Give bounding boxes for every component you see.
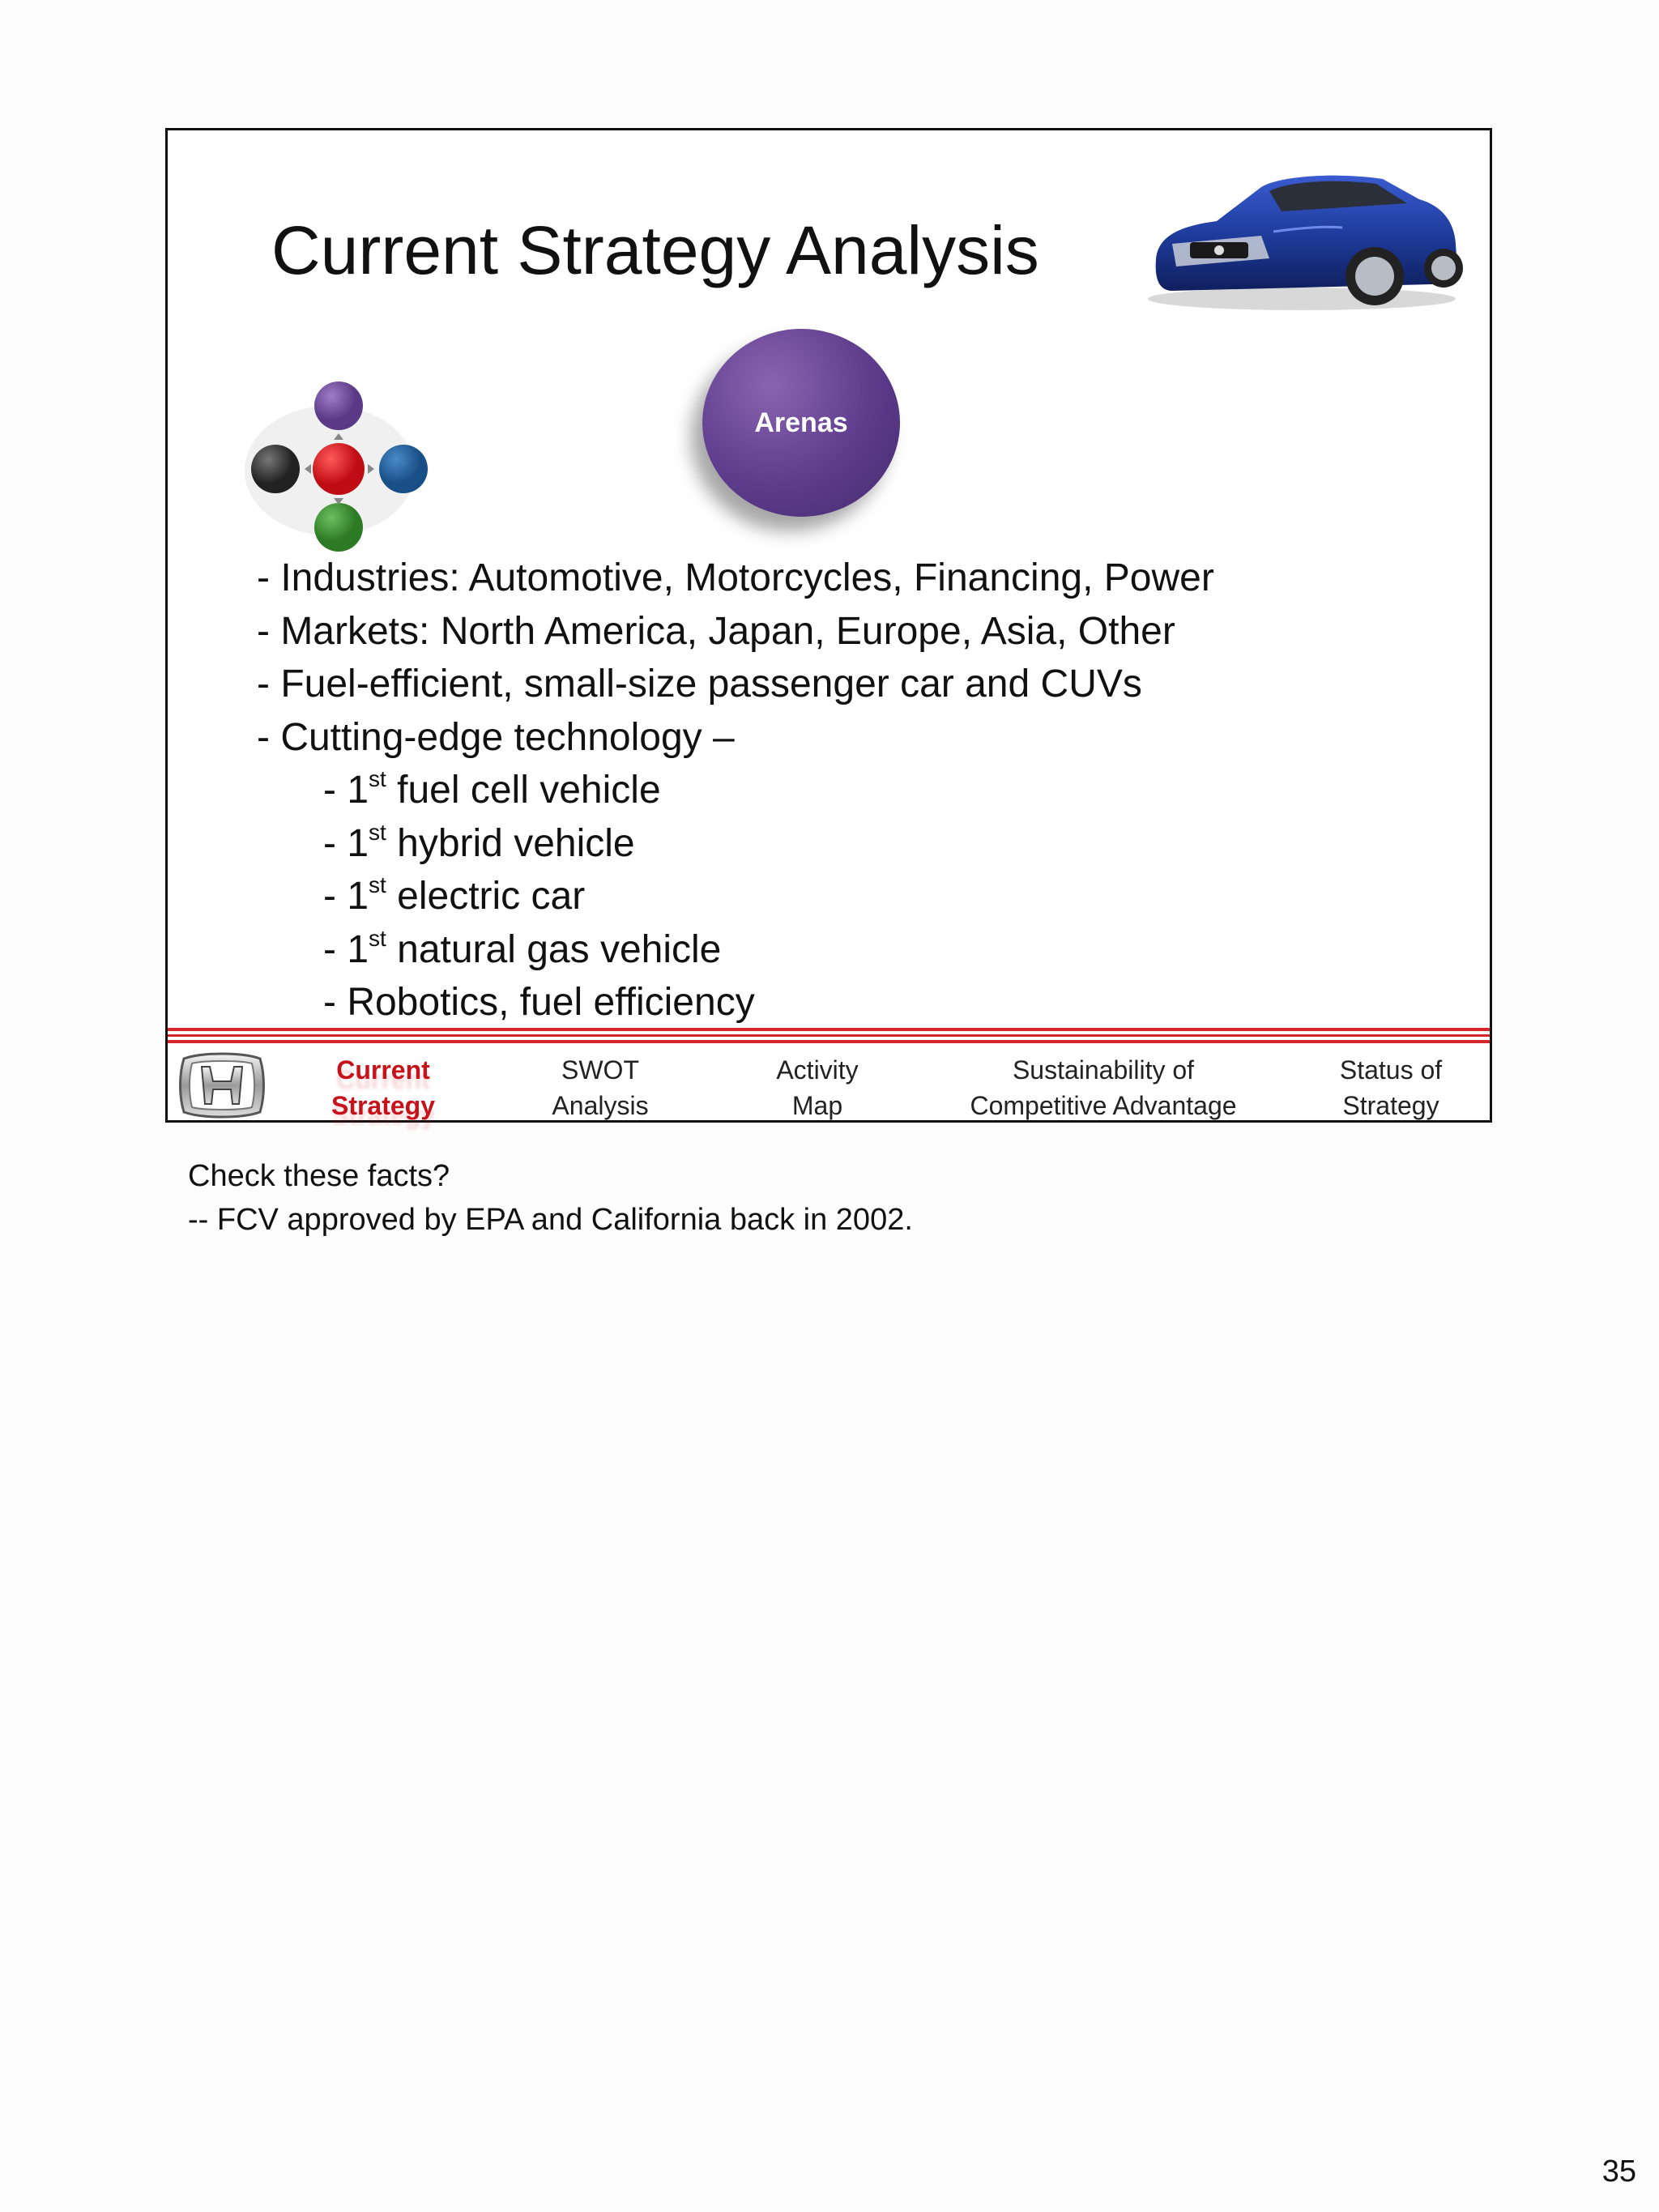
- bullet-item: - Fuel-efficient, small-size passenger car and CUVs: [257, 663, 1142, 705]
- arenas-label: Arenas: [754, 407, 848, 438]
- honda-logo-icon: [177, 1051, 267, 1120]
- bullet-item: - Markets: North America, Japan, Europe, Asia, Other: [257, 609, 1175, 653]
- section-nav: [168, 1046, 1490, 1120]
- nav-activity-map[interactable]: Activity Map: [776, 1055, 859, 1120]
- notes-line: Check these facts?: [188, 1159, 450, 1193]
- nav-status-of-strategy[interactable]: Status of Strategy: [1339, 1055, 1443, 1120]
- sub-bullet-item: - 1st fuel cell vehicle: [323, 766, 661, 812]
- arenas-circle: [702, 329, 900, 517]
- sub-bullet-item: - 1st hybrid vehicle: [323, 819, 635, 865]
- speaker-notes: [188, 1154, 913, 1242]
- page-number: 35: [1601, 2154, 1636, 2189]
- nav-sustainability[interactable]: Sustainability of Competitive Advantage: [970, 1055, 1237, 1120]
- sub-bullet-item: - Robotics, fuel efficiency: [323, 981, 755, 1024]
- sub-bullet-item: - 1st electric car: [323, 872, 586, 918]
- nav-current-strategy[interactable]: Current Strategy: [331, 1055, 436, 1120]
- slide-title: Current Strategy Analysis: [271, 212, 1039, 288]
- notes-line: -- FCV approved by EPA and California back in 2002.: [188, 1203, 913, 1237]
- bullet-item: - Industries: Automotive, Motorcycles, Financing, Power: [257, 556, 1214, 599]
- bullet-list: [257, 552, 1214, 1029]
- slide: [165, 128, 1492, 1123]
- circle-diagram-icon: [228, 357, 447, 552]
- sub-bullet-item: - 1st natural gas vehicle: [323, 925, 722, 971]
- bullet-item: - Cutting-edge technology –: [257, 715, 735, 759]
- nav-swot-analysis[interactable]: SWOT Analysis: [552, 1055, 649, 1120]
- nav-divider: [168, 1028, 1490, 1044]
- car-image: [1140, 155, 1464, 317]
